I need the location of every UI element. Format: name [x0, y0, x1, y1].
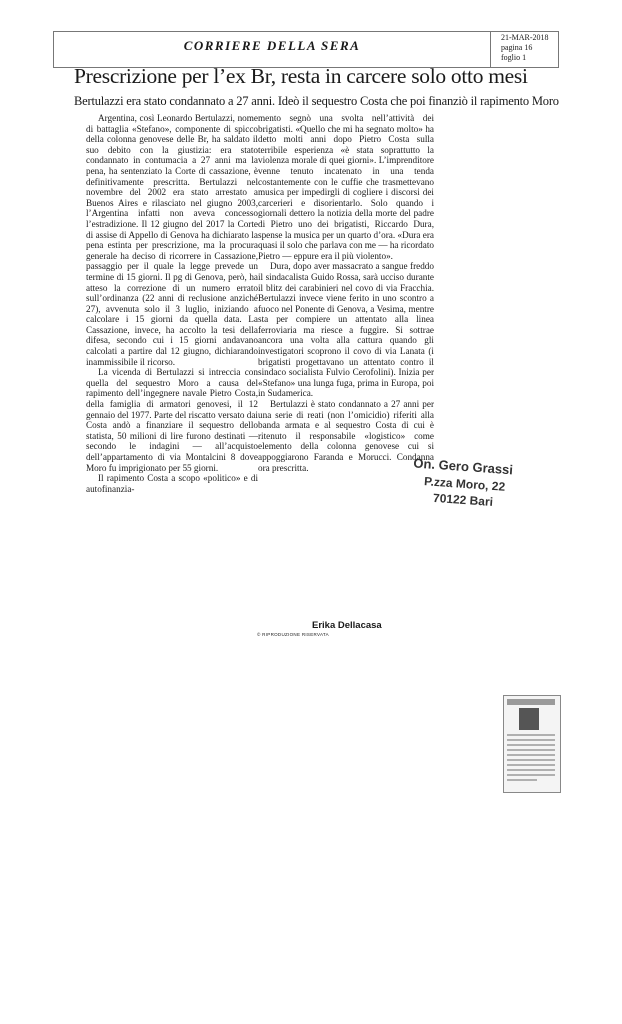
thumbnail-headline: [507, 699, 555, 705]
article-paragraph: Argentina, così Leonardo Bertulazzi, nome di battaglia «Stefano», componente di spicco della colonna genovese delle Br, ha saldato il suo debito con la giustizia: era stato condannato in contumacia a 27 anni ma la pena, ha sentenziato la Corte di cassazione, è definitivamente prescritta. Bertulazzi nel novembre del 2002 era stato arrestato a Buenos Aires e rilasciato nel giugno 2003, l’Argentina infatti non aveva concesso l’estradizione. Il 12 giugno del 2017 la Corte di assise di Appello di Genova ha dichiarato la pena estinta per prescrizione, ma la procura generale ha deciso di ricorrere in Cassazione, passaggio per il quale la legge prevede un termine di 15 giorni. Il pg di Genova, però, ha atteso la correzione di un numero errato sull’ordinanza (22 anni di reclusione anziché 27), avvenuta solo il 3 luglio, iniziando a calcolare i 15 giorni da quella data. La Cassazione, invece, ha accolto la tesi della difesa, secondo cui i 15 giorni andavano calcolati a partire dal 12 giugno, dichiarando inammissibile il ricorso.: [86, 113, 258, 367]
article-paragraph: Il rapimento Costa a scopo «politico» e di autofinanzia-: [86, 473, 258, 494]
article-headline: Prescrizione per l’ex Br, resta in carcere solo otto mesi: [74, 64, 528, 88]
article-paragraph: mento segnò una svolta nell’attività dei brigatisti. «Quello che mi ha segnato molto» ha detto molti anni dopo Pietro Costa sulla terribile esperienza «è stata soprattutto la violenza morale di quei giorni». L’imprenditore venne tenuto incatenato in una tenda costantemente con le cuffie che trasmettevano musica per impedirgli di cogliere i discorsi dei carcerieri e disorientarlo. Solo quando i giornali dettero la notizia della morte del padre di Pietro uno dei brigatisti, Riccardo Dura, spense la musica per un quarto d’ora. «Dura era quasi il solo che parlava con me — ha ricordato Pietro — eppure era il più violento».: [258, 113, 434, 261]
clipping-sheet: foglio 1: [501, 53, 527, 62]
address-stamp: [405, 455, 518, 513]
thumbnail-text-line: [507, 734, 555, 736]
thumbnail-text-line: [507, 739, 555, 741]
article-paragraph: La vicenda di Bertulazzi si intreccia con quella del sequestro Moro a causa del rapimento dell’ingegnere navale Pietro Costa, della famiglia di armatori genovesi, il 12 gennaio del 1977. Parte del riscatto versato dai Costa andò a finanziare il sequestro dello statista, 50 milioni di lire furono destinati — secondo le indagini — all’acquisto dell’appartamento di via Montalcini 8 dove Moro fu imprigionato per 55 giorni.: [86, 367, 258, 473]
thumbnail-text-line: [507, 769, 555, 771]
stamp-city: 70122 Bari: [432, 490, 494, 510]
thumbnail-text-line: [507, 759, 555, 761]
article-column-1: [86, 113, 258, 494]
stamp-name: On. Gero Grassi: [412, 455, 514, 478]
thumbnail-text-line: [507, 749, 555, 751]
thumbnail-text-line: [507, 779, 537, 781]
rights-notice: © RIPRODUZIONE RISERVATA: [257, 632, 329, 637]
thumbnail-photo: [519, 708, 539, 730]
clipping-date: 21-MAR-2018: [501, 33, 549, 42]
article-subhead: Bertulazzi era stato condannato a 27 anni. Ideò il sequestro Costa che poi finanziò il rapimento Moro: [74, 94, 559, 108]
article-paragraph: Dura, dopo aver massacrato a sangue freddo il sindacalista Guido Rossa, sarà ucciso durante il blitz dei carabinieri nel covo di via Fracchia. Bertulazzi invece viene ferito in uno scontro a fuoco nel Ponente di Genova, a Vesima, mentre sta per compiere un attentato alla linea ferroviaria ma riesce a fuggire. Si sottrae ancora una volta alla cattura quando gli investigatori scoprono il covo di via Lanata (i brigatisti progettavano un attentato contro il sindaco socialista Fulvio Cerofolini). Inizia per «Stefano» una lunga fuga, prima in Europa, poi in Sudamerica.: [258, 261, 434, 399]
page-thumbnail: [503, 695, 561, 793]
article-byline: Erika Dellacasa: [312, 620, 382, 631]
masthead: CORRIERE DELLA SERA: [183, 38, 361, 53]
clipping-meta: [501, 33, 549, 63]
article-column-2: [258, 113, 434, 473]
thumbnail-text-line: [507, 754, 555, 756]
header-divider: [490, 32, 491, 67]
clipping-page: pagina 16: [501, 43, 533, 52]
article-paragraph: Bertulazzi è stato condannato a 27 anni per una serie di reati (non l’omicidio) riferiti alla banda armata e al sequestro Costa di cui è ritenuto il responsabile «logistico» come elemento della colonna genovese cui si appoggiarono Faranda e Morucci. Condanna ora prescritta.: [258, 399, 434, 473]
thumbnail-text-line: [507, 764, 555, 766]
thumbnail-text-line: [507, 774, 555, 776]
thumbnail-text-line: [507, 744, 555, 746]
clipping-header: [53, 31, 559, 68]
stamp-street: P.zza Moro, 22: [423, 474, 506, 494]
